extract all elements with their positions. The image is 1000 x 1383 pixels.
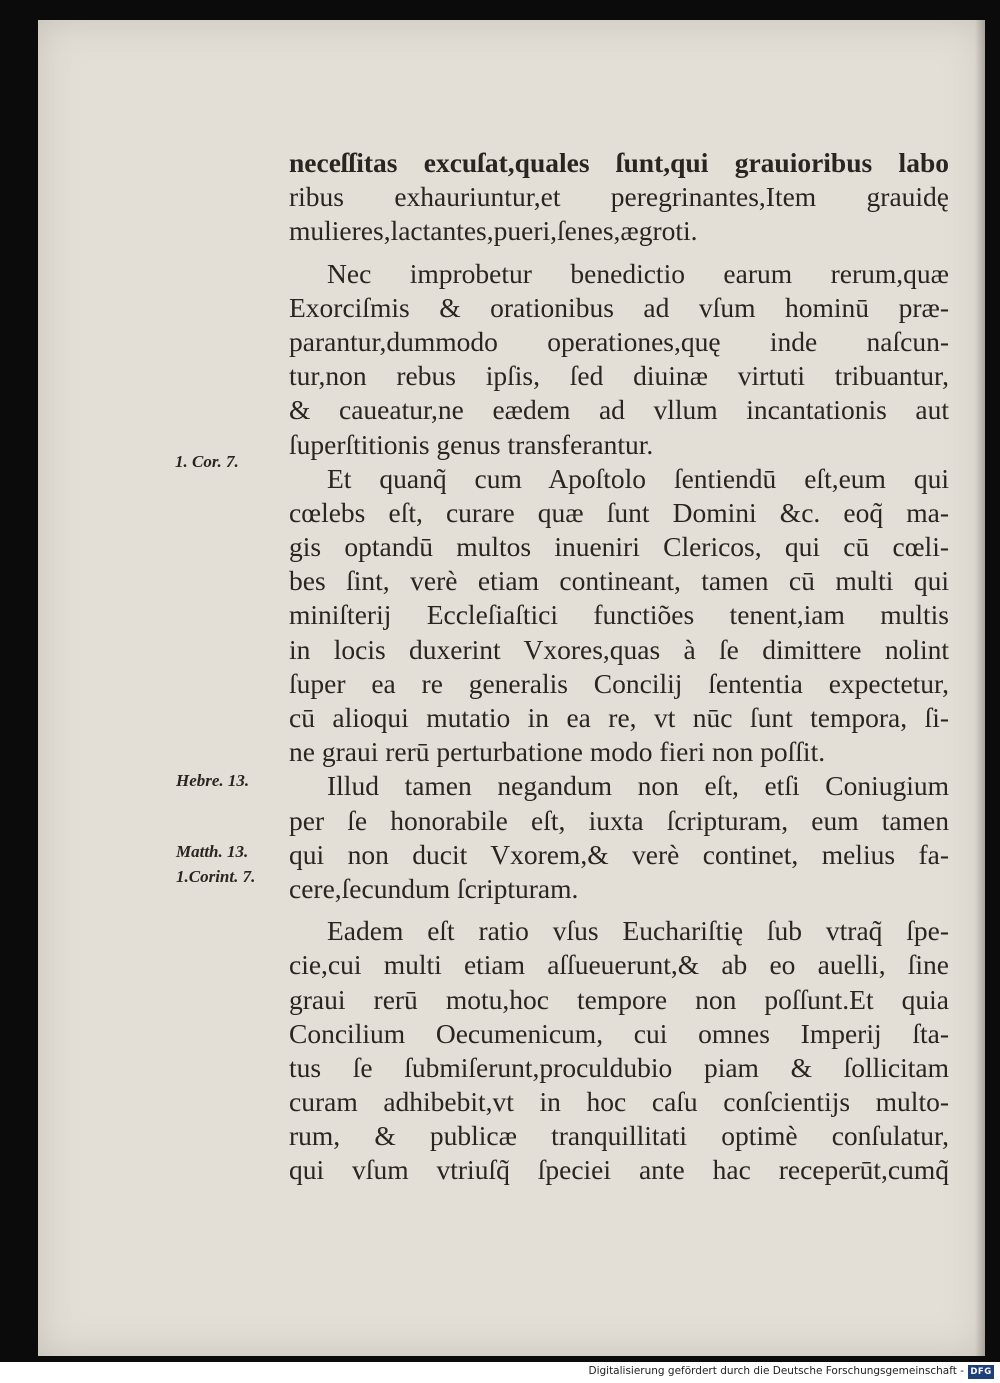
text-line: in locis duxerint Vxores,quas à ſe dimittere nolint <box>289 633 949 665</box>
text-line: cere,ſecundum ſcripturam. <box>289 872 579 904</box>
footer-credit: Digitalisierung gefördert durch die Deutsche Forschungsgemeinschaft - <box>588 1365 964 1377</box>
text-line: neceſſitas excuſat,quales ſunt,qui grauioribus labo <box>289 147 949 178</box>
text-line: Eadem eſt ratio vſus Euchariſtię ſub vtraq̃ ſpe- <box>327 915 949 947</box>
text-line: rum, & publicæ tranquillitati optimè conſulatur, <box>289 1120 949 1152</box>
text-line: Nec improbetur benedictio earum rerum,quæ <box>327 257 949 289</box>
digitization-footer <box>0 1362 1000 1383</box>
text-line: miniſterij Eccleſiaſtici functiões tenent,iam multis <box>289 599 949 631</box>
text-line: ne graui rerū perturbatione modo fieri non poſſit. <box>289 736 826 768</box>
text-line: Et quanq̃ cum Apoſtolo ſentiendū eſt,eum qui <box>327 462 949 494</box>
text-line: tur,non rebus ipſis, ſed diuinæ virtuti tribuantur, <box>289 360 949 392</box>
text-line: cie,cui multi etiam aſſueuerunt,& ab eo auelli, ſine <box>289 949 949 981</box>
text-line: per ſe honorabile eſt, iuxta ſcripturam, eum tamen <box>289 804 949 836</box>
text-line: Illud tamen negandum non eſt, etſi Coniugium <box>327 770 949 802</box>
body-text <box>289 146 949 1188</box>
text-line: qui vſum vtriuſq̃ ſpeciei ante hac receperūt,cumq̃ <box>289 1154 949 1186</box>
marginal-note: Hebre. 13. <box>176 771 250 790</box>
text-line: cœlebs eſt, curare quæ ſunt Domini &c. eoq̃ ma- <box>289 496 949 528</box>
text-line: bes ſint, verè etiam contineant, tamen cū multi qui <box>289 565 949 597</box>
text-line: ſuperſtitionis genus transferantur. <box>289 428 654 460</box>
text-line: ribus exhauriuntur,et peregrinantes,Item grauidę <box>289 181 949 213</box>
text-line: & caueatur,ne eædem ad vllum incantationis aut <box>289 394 949 426</box>
text-line: gis optandū multos inueniri Clericos, qui cū cœli- <box>289 531 949 563</box>
marginal-note: 1. Cor. 7. <box>175 452 239 471</box>
text-line: curam adhibebit,vt in hoc caſu conſcientijs multo- <box>289 1086 949 1118</box>
dfg-logo: DFG <box>968 1365 994 1379</box>
text-line: graui rerū motu,hoc tempore non poſſunt.Et quia <box>289 983 949 1015</box>
paragraph-gap <box>289 906 949 914</box>
text-line: parantur,dummodo operationes,quę inde naſcun- <box>289 325 949 357</box>
text-line: ſuper ea re generalis Concilij ſententia expectetur, <box>289 667 949 699</box>
book-page <box>38 20 985 1356</box>
text-line: Exorciſmis & orationibus ad vſum hominū præ- <box>289 291 949 323</box>
text-line: tus ſe ſubmiſerunt,proculdubio piam & ſollicitam <box>289 1051 949 1083</box>
paragraph-gap <box>289 249 949 257</box>
marginal-note: Matth. 13. <box>176 842 249 861</box>
text-line: qui non ducit Vxorem,& verè continet, melius fa- <box>289 838 949 870</box>
marginal-note: 1.Corint. 7. <box>176 867 256 886</box>
text-line: mulieres,lactantes,pueri,ſenes,ægroti. <box>289 215 698 247</box>
text-line: Concilium Oecumenicum, cui omnes Imperij ſta- <box>289 1017 949 1049</box>
text-line: cū alioqui mutatio in ea re, vt nūc ſunt tempora, ſi- <box>289 702 949 733</box>
